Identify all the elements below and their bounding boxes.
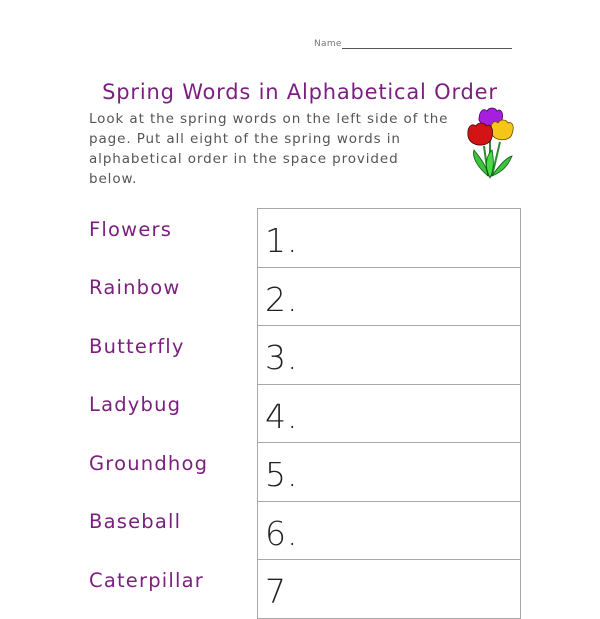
row-number: 6. bbox=[265, 513, 299, 553]
worksheet-title: Spring Words in Alphabetical Order bbox=[102, 80, 498, 105]
spring-word: Flowers bbox=[89, 218, 173, 241]
answer-row[interactable] bbox=[258, 209, 520, 268]
row-number: 4. bbox=[265, 396, 299, 436]
name-label: Name bbox=[314, 39, 342, 49]
answer-row[interactable] bbox=[258, 560, 520, 619]
row-number: 7 bbox=[265, 572, 287, 611]
spring-word: Butterfly bbox=[89, 335, 185, 358]
answer-row[interactable] bbox=[258, 268, 520, 327]
row-number: 1. bbox=[265, 221, 299, 260]
answer-table bbox=[257, 208, 521, 619]
row-number: 5. bbox=[265, 455, 299, 494]
instructions-text: Look at the spring words on the left side of the page. Put all eight of the spring words in alphabetical order in the space provided below. bbox=[89, 111, 449, 187]
answer-row[interactable] bbox=[258, 326, 520, 385]
tulips-icon bbox=[462, 106, 518, 180]
name-input-line[interactable] bbox=[342, 48, 512, 49]
spring-word: Groundhog bbox=[89, 452, 209, 475]
spring-word: Baseball bbox=[89, 510, 182, 533]
row-number: 3. bbox=[265, 338, 299, 377]
answer-row[interactable] bbox=[258, 443, 520, 502]
spring-word: Rainbow bbox=[89, 276, 181, 299]
spring-word: Ladybug bbox=[89, 393, 182, 416]
row-number: 2. bbox=[265, 279, 299, 319]
answer-row[interactable] bbox=[258, 502, 520, 561]
spring-word: Caterpillar bbox=[89, 569, 205, 592]
answer-row[interactable] bbox=[258, 385, 520, 444]
